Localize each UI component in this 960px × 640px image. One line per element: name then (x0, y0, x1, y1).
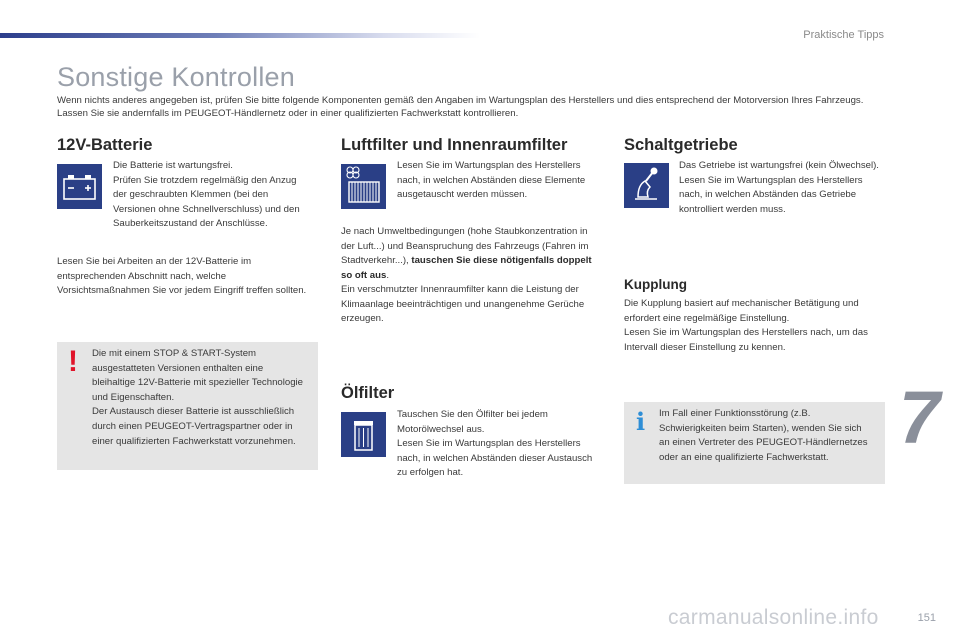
battery-icon (57, 164, 102, 209)
battery-text-line-2: Prüfen Sie trotzdem regelmäßig den Anzug der geschraubten Klemmen (bei den Versionen ohne Schnellverschluss) und den Sauberkeitszustand der Anschlüsse. (113, 174, 300, 230)
clutch-text-line-2: Lesen Sie im Wartungsplan des Herstellers nach, um das Intervall dieser Einstellung zu kennen. (624, 327, 868, 353)
battery-warning-line-1: Die mit einem STOP & START-System ausgestatteten Versionen enthalten eine bleihaltige 12V-Batterie mit spezieller Technologie und Eigenschaften. (92, 348, 304, 403)
airfilter-text-2-post: . (386, 269, 389, 281)
section-label: Praktische Tipps (803, 29, 884, 41)
clutch-heading: Kupplung (624, 277, 687, 292)
gearbox-text-line-2: Lesen Sie im Wartungsplan des Herstellers nach, in welchen Abständen das Getriebe kontrolliert werden muss. (679, 174, 863, 215)
airfilter-text-3: Ein verschmutzter Innenraumfilter kann die Leistung der Klimaanlage beeinträchtigen und unangenehme Gerüche erzeugen. (341, 284, 585, 325)
clutch-info-text: Im Fall einer Funktionsstörung (z.B. Schwierigkeiten beim Starten), wenden Sie sich an einen Vertreter des PEUGEOT-Händlernetzes oder an eine qualifizierte Fachwerkstatt. (659, 408, 868, 463)
oilfilter-text-line-1: Tauschen Sie den Ölfilter bei jedem Motorölwechsel aus. (397, 409, 548, 435)
intro-text (57, 95, 897, 121)
warning-icon: ! (68, 345, 78, 378)
oilfilter-text-line-2: Lesen Sie im Wartungsplan des Herstellers nach, in welchen Abständen dieser Austausch zu erfolgen hat. (397, 438, 593, 479)
intro-line-2: Lassen Sie sie andernfalls im PEUGEOT-Händlernetz oder in einer qualifizierten Fachwerkstatt kontrollieren. (57, 107, 519, 119)
battery-text (113, 159, 308, 232)
clutch-text (624, 297, 886, 355)
page-number: 151 (917, 612, 936, 624)
air-filter-icon (341, 164, 386, 209)
airfilter-heading: Luftfilter und Innenraumfilter (341, 136, 568, 154)
airfilter-text-2-pre: Je nach Umweltbedingungen (hohe Staubkonzentration in der Luft...) und Beanspruchung des Fahrzeugs (Fahren im Stadtverkehr...), (341, 226, 589, 267)
intro-line-1: Wenn nichts anderes angegeben ist, prüfen Sie bitte folgende Komponenten gemäß den Angaben im Wartungsplan des Herstellers und dies entsprechend der Motorversion Ihres Fahrzeugs. (57, 95, 864, 106)
airfilter-text-2-bold: tauschen Sie diese nötigenfalls doppelt so oft aus (341, 255, 592, 281)
battery-heading: 12V-Batterie (57, 136, 153, 154)
battery-warning-line-2: Der Austausch dieser Batterie ist ausschließlich durch einen PEUGEOT-Vertragspartner oder in einer qualifizierten Fachwerkstatt vorzunehmen. (92, 406, 296, 447)
gear-shift-icon (624, 163, 669, 208)
oilfilter-text (397, 408, 602, 481)
oil-filter-icon (341, 412, 386, 457)
gearbox-text-line-1: Das Getriebe ist wartungsfrei (kein Ölwechsel). (679, 160, 879, 171)
oilfilter-heading: Ölfilter (341, 384, 395, 402)
header-color-bar (0, 33, 480, 38)
battery-text-2: Lesen Sie bei Arbeiten an der 12V-Batterie im entsprechenden Abschnitt nach, welche Vorsichtsmaßnahmen Sie vor jedem Eingriff treffen sollten. (57, 256, 307, 297)
battery-warning-text (92, 347, 307, 449)
gearbox-text (679, 159, 884, 217)
page-title: Sonstige Kontrollen (57, 62, 295, 92)
airfilter-text-2 (341, 225, 599, 283)
gearbox-heading: Schaltgetriebe (624, 136, 738, 154)
watermark: carmanualsonline.info (668, 606, 879, 629)
chapter-number: 7 (898, 376, 940, 459)
info-icon: i (636, 407, 646, 436)
battery-text-line-1: Die Batterie ist wartungsfrei. (113, 160, 233, 171)
airfilter-text: Lesen Sie im Wartungsplan des Herstellers nach, in welchen Abständen diese Elemente ausgetauscht werden müssen. (397, 160, 586, 201)
clutch-text-line-1: Die Kupplung basiert auf mechanischer Betätigung und erfordert eine regelmäßige Einstellung. (624, 298, 859, 324)
